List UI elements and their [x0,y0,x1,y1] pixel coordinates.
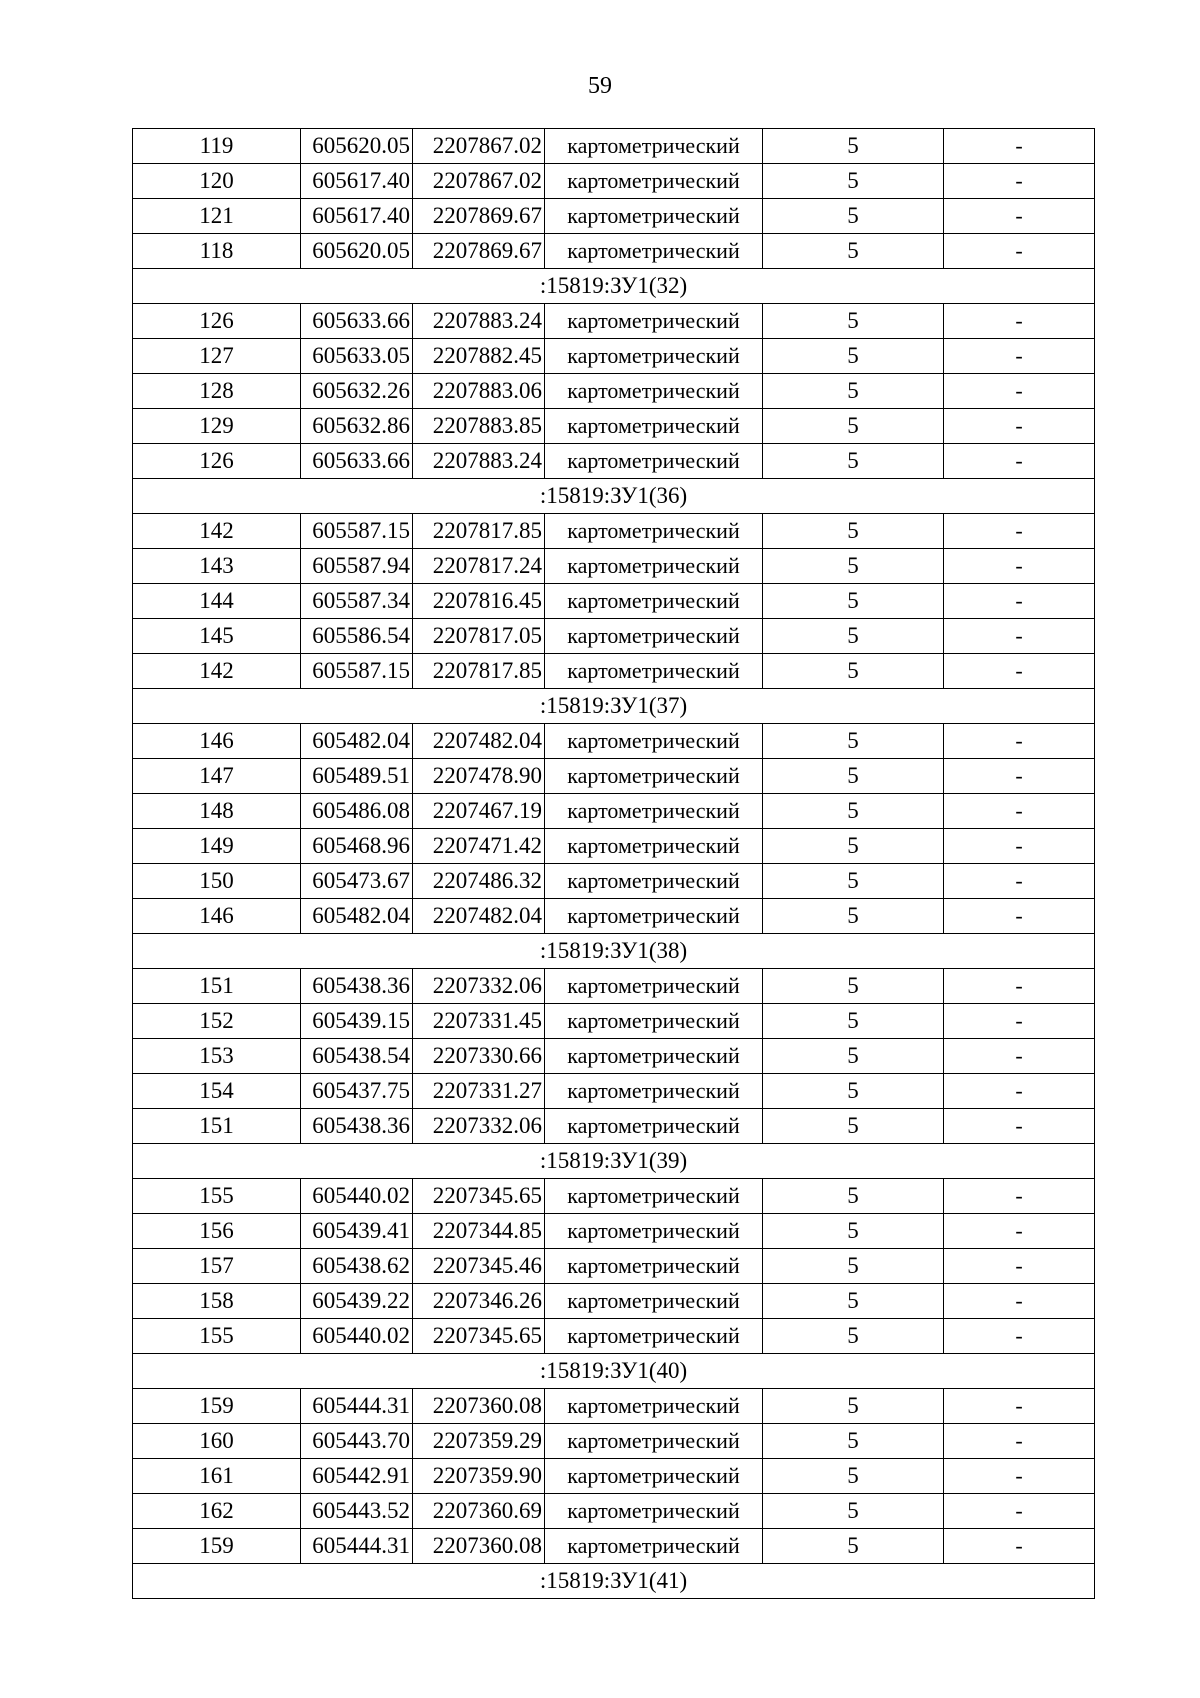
x-coordinate-cell: 605442.91 [301,1459,413,1494]
point-number-cell: 162 [133,1494,301,1529]
note-cell: - [944,304,1095,339]
table-row [133,584,1095,619]
accuracy-cell: 5 [763,304,944,339]
method-cell: картометрический [545,339,763,374]
accuracy-cell: 5 [763,549,944,584]
section-heading: :15819:ЗУ1(39) [133,1144,1095,1179]
x-coordinate-cell: 605443.52 [301,1494,413,1529]
table-row [133,234,1095,269]
table-row [133,619,1095,654]
point-number-cell: 126 [133,304,301,339]
x-coordinate-cell: 605437.75 [301,1074,413,1109]
x-coordinate-cell: 605486.08 [301,794,413,829]
y-coordinate-cell: 2207344.85 [413,1214,545,1249]
x-coordinate-cell: 605443.70 [301,1424,413,1459]
point-number-cell: 143 [133,549,301,584]
x-coordinate-cell: 605586.54 [301,619,413,654]
note-cell: - [944,1039,1095,1074]
point-number-cell: 147 [133,759,301,794]
accuracy-cell: 5 [763,1074,944,1109]
point-number-cell: 156 [133,1214,301,1249]
accuracy-cell: 5 [763,619,944,654]
point-number-cell: 128 [133,374,301,409]
note-cell: - [944,724,1095,759]
x-coordinate-cell: 605632.26 [301,374,413,409]
x-coordinate-cell: 605439.15 [301,1004,413,1039]
accuracy-cell: 5 [763,1389,944,1424]
point-number-cell: 127 [133,339,301,374]
y-coordinate-cell: 2207345.65 [413,1319,545,1354]
accuracy-cell: 5 [763,1214,944,1249]
point-number-cell: 151 [133,969,301,1004]
x-coordinate-cell: 605439.22 [301,1284,413,1319]
method-cell: картометрический [545,164,763,199]
point-number-cell: 118 [133,234,301,269]
y-coordinate-cell: 2207360.08 [413,1529,545,1564]
section-heading-row [133,1354,1095,1389]
table-row [133,514,1095,549]
accuracy-cell: 5 [763,794,944,829]
y-coordinate-cell: 2207359.29 [413,1424,545,1459]
x-coordinate-cell: 605620.05 [301,234,413,269]
method-cell: картометрический [545,1249,763,1284]
x-coordinate-cell: 605587.94 [301,549,413,584]
table-row [133,1074,1095,1109]
y-coordinate-cell: 2207330.66 [413,1039,545,1074]
note-cell: - [944,584,1095,619]
note-cell: - [944,164,1095,199]
note-cell: - [944,339,1095,374]
point-number-cell: 144 [133,584,301,619]
method-cell: картометрический [545,1494,763,1529]
method-cell: картометрический [545,864,763,899]
table-row [133,444,1095,479]
accuracy-cell: 5 [763,409,944,444]
method-cell: картометрический [545,1424,763,1459]
point-number-cell: 149 [133,829,301,864]
table-row [133,759,1095,794]
method-cell: картометрический [545,514,763,549]
method-cell: картометрический [545,1529,763,1564]
accuracy-cell: 5 [763,864,944,899]
y-coordinate-cell: 2207346.26 [413,1284,545,1319]
x-coordinate-cell: 605440.02 [301,1319,413,1354]
y-coordinate-cell: 2207345.65 [413,1179,545,1214]
method-cell: картометрический [545,234,763,269]
table-row [133,374,1095,409]
point-number-cell: 155 [133,1319,301,1354]
table-row [133,164,1095,199]
table-row [133,794,1095,829]
table-row [133,1319,1095,1354]
y-coordinate-cell: 2207345.46 [413,1249,545,1284]
point-number-cell: 129 [133,409,301,444]
x-coordinate-cell: 605617.40 [301,164,413,199]
accuracy-cell: 5 [763,339,944,374]
x-coordinate-cell: 605438.36 [301,1109,413,1144]
note-cell: - [944,234,1095,269]
y-coordinate-cell: 2207331.45 [413,1004,545,1039]
y-coordinate-cell: 2207360.08 [413,1389,545,1424]
note-cell: - [944,129,1095,164]
note-cell: - [944,864,1095,899]
note-cell: - [944,1529,1095,1564]
y-coordinate-cell: 2207867.02 [413,129,545,164]
y-coordinate-cell: 2207883.24 [413,304,545,339]
table-row [133,1249,1095,1284]
y-coordinate-cell: 2207817.85 [413,514,545,549]
table-row [133,829,1095,864]
accuracy-cell: 5 [763,199,944,234]
accuracy-cell: 5 [763,899,944,934]
note-cell: - [944,444,1095,479]
method-cell: картометрический [545,724,763,759]
accuracy-cell: 5 [763,1494,944,1529]
section-heading-row [133,479,1095,514]
note-cell: - [944,619,1095,654]
x-coordinate-cell: 605444.31 [301,1529,413,1564]
accuracy-cell: 5 [763,444,944,479]
y-coordinate-cell: 2207883.85 [413,409,545,444]
table-row [133,724,1095,759]
y-coordinate-cell: 2207332.06 [413,969,545,1004]
x-coordinate-cell: 605438.36 [301,969,413,1004]
accuracy-cell: 5 [763,164,944,199]
x-coordinate-cell: 605617.40 [301,199,413,234]
y-coordinate-cell: 2207817.05 [413,619,545,654]
point-number-cell: 154 [133,1074,301,1109]
y-coordinate-cell: 2207360.69 [413,1494,545,1529]
point-number-cell: 160 [133,1424,301,1459]
x-coordinate-cell: 605620.05 [301,129,413,164]
section-heading: :15819:ЗУ1(37) [133,689,1095,724]
x-coordinate-cell: 605587.15 [301,514,413,549]
table-row [133,1459,1095,1494]
x-coordinate-cell: 605444.31 [301,1389,413,1424]
table-row [133,1389,1095,1424]
method-cell: картометрический [545,409,763,444]
accuracy-cell: 5 [763,234,944,269]
x-coordinate-cell: 605633.66 [301,304,413,339]
accuracy-cell: 5 [763,969,944,1004]
accuracy-cell: 5 [763,724,944,759]
accuracy-cell: 5 [763,1284,944,1319]
point-number-cell: 159 [133,1389,301,1424]
note-cell: - [944,654,1095,689]
note-cell: - [944,1389,1095,1424]
note-cell: - [944,899,1095,934]
note-cell: - [944,1284,1095,1319]
section-heading: :15819:ЗУ1(41) [133,1564,1095,1599]
y-coordinate-cell: 2207482.04 [413,899,545,934]
x-coordinate-cell: 605482.04 [301,899,413,934]
y-coordinate-cell: 2207867.02 [413,164,545,199]
note-cell: - [944,1214,1095,1249]
method-cell: картометрический [545,1039,763,1074]
point-number-cell: 142 [133,654,301,689]
point-number-cell: 158 [133,1284,301,1319]
section-heading: :15819:ЗУ1(40) [133,1354,1095,1389]
x-coordinate-cell: 605438.62 [301,1249,413,1284]
accuracy-cell: 5 [763,129,944,164]
note-cell: - [944,409,1095,444]
x-coordinate-cell: 605473.67 [301,864,413,899]
note-cell: - [944,1109,1095,1144]
y-coordinate-cell: 2207883.06 [413,374,545,409]
method-cell: картометрический [545,1459,763,1494]
point-number-cell: 126 [133,444,301,479]
point-number-cell: 145 [133,619,301,654]
table-row [133,1214,1095,1249]
y-coordinate-cell: 2207467.19 [413,794,545,829]
section-heading: :15819:ЗУ1(36) [133,479,1095,514]
note-cell: - [944,374,1095,409]
point-number-cell: 119 [133,129,301,164]
x-coordinate-cell: 605438.54 [301,1039,413,1074]
page-number: 59 [588,73,612,99]
point-number-cell: 121 [133,199,301,234]
y-coordinate-cell: 2207882.45 [413,339,545,374]
method-cell: картометрический [545,1389,763,1424]
method-cell: картометрический [545,1074,763,1109]
method-cell: картометрический [545,1109,763,1144]
table-row [133,969,1095,1004]
method-cell: картометрический [545,969,763,1004]
note-cell: - [944,1179,1095,1214]
y-coordinate-cell: 2207816.45 [413,584,545,619]
method-cell: картометрический [545,759,763,794]
section-heading-row [133,269,1095,304]
accuracy-cell: 5 [763,829,944,864]
x-coordinate-cell: 605633.05 [301,339,413,374]
point-number-cell: 120 [133,164,301,199]
accuracy-cell: 5 [763,1039,944,1074]
method-cell: картометрический [545,129,763,164]
table-row [133,1284,1095,1319]
point-number-cell: 155 [133,1179,301,1214]
x-coordinate-cell: 605482.04 [301,724,413,759]
note-cell: - [944,199,1095,234]
y-coordinate-cell: 2207482.04 [413,724,545,759]
note-cell: - [944,1459,1095,1494]
y-coordinate-cell: 2207486.32 [413,864,545,899]
y-coordinate-cell: 2207359.90 [413,1459,545,1494]
accuracy-cell: 5 [763,1459,944,1494]
accuracy-cell: 5 [763,654,944,689]
y-coordinate-cell: 2207817.24 [413,549,545,584]
method-cell: картометрический [545,1284,763,1319]
method-cell: картометрический [545,899,763,934]
table-row [133,1109,1095,1144]
x-coordinate-cell: 605489.51 [301,759,413,794]
table-row [133,304,1095,339]
point-number-cell: 148 [133,794,301,829]
note-cell: - [944,759,1095,794]
accuracy-cell: 5 [763,1179,944,1214]
table-row [133,339,1095,374]
point-number-cell: 161 [133,1459,301,1494]
method-cell: картометрический [545,794,763,829]
table-row [133,899,1095,934]
accuracy-cell: 5 [763,759,944,794]
table-row [133,549,1095,584]
note-cell: - [944,1494,1095,1529]
method-cell: картометрический [545,549,763,584]
note-cell: - [944,1319,1095,1354]
accuracy-cell: 5 [763,514,944,549]
y-coordinate-cell: 2207332.06 [413,1109,545,1144]
note-cell: - [944,514,1095,549]
method-cell: картометрический [545,199,763,234]
note-cell: - [944,829,1095,864]
table-row [133,1179,1095,1214]
section-heading-row [133,934,1095,969]
x-coordinate-cell: 605587.15 [301,654,413,689]
note-cell: - [944,1424,1095,1459]
x-coordinate-cell: 605439.41 [301,1214,413,1249]
table-row [133,199,1095,234]
point-number-cell: 151 [133,1109,301,1144]
accuracy-cell: 5 [763,374,944,409]
section-heading: :15819:ЗУ1(32) [133,269,1095,304]
note-cell: - [944,1074,1095,1109]
y-coordinate-cell: 2207478.90 [413,759,545,794]
accuracy-cell: 5 [763,584,944,619]
accuracy-cell: 5 [763,1249,944,1284]
y-coordinate-cell: 2207817.85 [413,654,545,689]
y-coordinate-cell: 2207869.67 [413,234,545,269]
method-cell: картометрический [545,829,763,864]
section-heading-row [133,1564,1095,1599]
x-coordinate-cell: 605468.96 [301,829,413,864]
y-coordinate-cell: 2207471.42 [413,829,545,864]
point-number-cell: 159 [133,1529,301,1564]
method-cell: картометрический [545,1179,763,1214]
method-cell: картометрический [545,374,763,409]
coordinates-table [132,128,1095,1599]
table-row [133,1424,1095,1459]
section-heading-row [133,689,1095,724]
note-cell: - [944,794,1095,829]
y-coordinate-cell: 2207883.24 [413,444,545,479]
x-coordinate-cell: 605440.02 [301,1179,413,1214]
table-row [133,654,1095,689]
method-cell: картометрический [545,304,763,339]
accuracy-cell: 5 [763,1004,944,1039]
section-heading: :15819:ЗУ1(38) [133,934,1095,969]
point-number-cell: 153 [133,1039,301,1074]
table-row [133,409,1095,444]
point-number-cell: 142 [133,514,301,549]
y-coordinate-cell: 2207331.27 [413,1074,545,1109]
y-coordinate-cell: 2207869.67 [413,199,545,234]
method-cell: картометрический [545,619,763,654]
x-coordinate-cell: 605632.86 [301,409,413,444]
accuracy-cell: 5 [763,1529,944,1564]
table-row [133,1039,1095,1074]
accuracy-cell: 5 [763,1319,944,1354]
point-number-cell: 157 [133,1249,301,1284]
note-cell: - [944,549,1095,584]
note-cell: - [944,1249,1095,1284]
method-cell: картометрический [545,584,763,619]
point-number-cell: 150 [133,864,301,899]
accuracy-cell: 5 [763,1109,944,1144]
table-row [133,1004,1095,1039]
x-coordinate-cell: 605633.66 [301,444,413,479]
table-row [133,1494,1095,1529]
table-row [133,129,1095,164]
method-cell: картометрический [545,1214,763,1249]
note-cell: - [944,1004,1095,1039]
table-row [133,1529,1095,1564]
section-heading-row [133,1144,1095,1179]
x-coordinate-cell: 605587.34 [301,584,413,619]
accuracy-cell: 5 [763,1424,944,1459]
point-number-cell: 146 [133,899,301,934]
point-number-cell: 146 [133,724,301,759]
note-cell: - [944,969,1095,1004]
table-row [133,864,1095,899]
method-cell: картометрический [545,1004,763,1039]
point-number-cell: 152 [133,1004,301,1039]
method-cell: картометрический [545,654,763,689]
method-cell: картометрический [545,1319,763,1354]
method-cell: картометрический [545,444,763,479]
